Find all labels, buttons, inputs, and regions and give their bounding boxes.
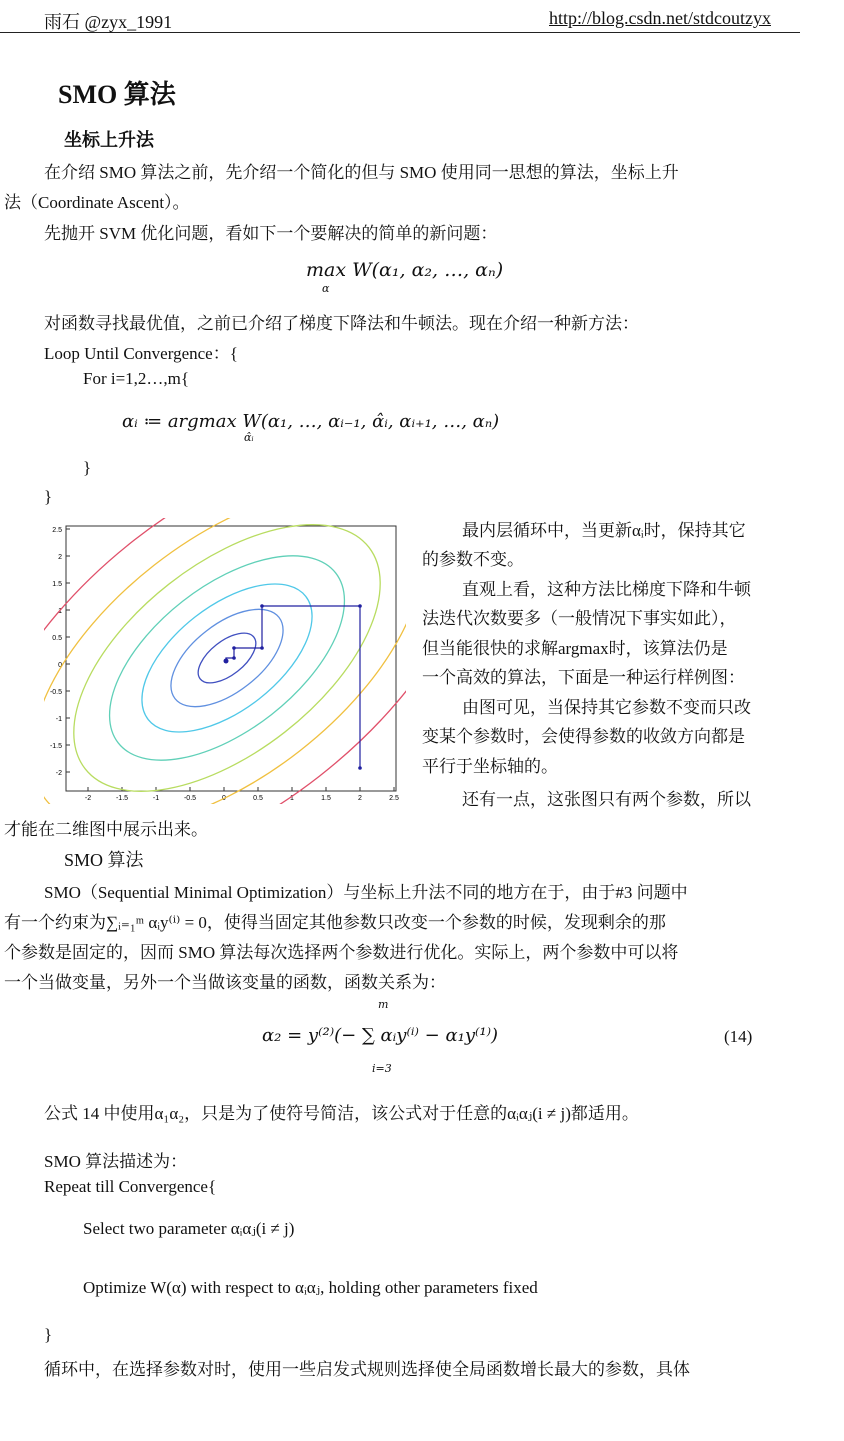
side-text-line: 的参数不变。 <box>422 550 524 569</box>
y-tick-label: -0.5 <box>49 689 62 696</box>
equation-argmax: αᵢ ≔ argmax W(α₁, …, αᵢ₋₁, α̂ᵢ, αᵢ₊₁, …, αₙ) <box>122 411 500 432</box>
side-text-line: 最内层循环中，当更新αᵢ时，保持其它 <box>462 521 746 540</box>
paragraph-line: 先抛开 SVM 优化问题，看如下一个要解决的简单的新问题： <box>44 224 498 243</box>
side-text-line: 但当能很快的求解argmax时，该算法仍是 <box>422 639 728 658</box>
paragraph-line: 循环中，在选择参数对时，使用一些启发式规则选择使全局函数增长最大的参数，具体 <box>44 1360 690 1379</box>
x-tick-label: 1 <box>290 795 294 802</box>
path-point <box>260 604 264 608</box>
y-tick-label: 2.5 <box>52 527 62 534</box>
y-tick-label: 1.5 <box>52 581 62 588</box>
y-tick-label: 0 <box>58 662 62 669</box>
page-title: SMO 算法 <box>58 80 176 109</box>
x-tick-label: -2 <box>84 795 92 802</box>
side-text-line: 法迭代次数要多（一般情况下事实如此）， <box>422 609 737 628</box>
side-text-line: 直观上看，这种方法比梯度下降和牛顿 <box>462 580 751 599</box>
x-tick-label: -1.5 <box>115 795 129 802</box>
paragraph-line: 个参数是固定的，因而 SMO 算法每次选择两个参数进行优化。实际上，两个参数中可以将 <box>4 943 679 962</box>
path-point <box>224 659 229 664</box>
side-text-line: 还有一点，这张图只有两个参数，所以 <box>462 790 751 809</box>
equation-alpha2: α₂ = y⁽²⁾(− ∑ αᵢy⁽ⁱ⁾ − α₁y⁽¹⁾) <box>262 1025 499 1046</box>
x-tick-label: 0 <box>222 795 226 802</box>
x-tick-label: 2 <box>358 795 362 802</box>
paragraph-line: 公式 14 中使用α₁α₂，只是为了使符号简洁，该公式对于任意的αᵢαⱼ(i ≠ j)都适用。 <box>44 1104 639 1123</box>
equation-subscript: α̂ᵢ <box>244 431 254 444</box>
section-heading-smo: SMO 算法 <box>64 850 144 870</box>
header-rule <box>0 32 800 33</box>
section-heading-coordinate-ascent: 坐标上升法 <box>64 130 154 150</box>
path-point <box>232 646 236 650</box>
y-tick-label: -2 <box>55 770 62 777</box>
algorithm-step: Select two parameter αᵢαⱼ(i ≠ j) <box>83 1219 295 1238</box>
paragraph-line: 有一个约束为∑ᵢ₌₁ᵐ αᵢy⁽ⁱ⁾ = 0，使得当固定其他参数只改变一个参数的时候，发现剩余的那 <box>4 913 666 932</box>
contour-plot-figure <box>44 518 406 804</box>
sum-upper-limit: m <box>378 998 389 1011</box>
paragraph-line: SMO（Sequential Minimal Optimization）与坐标上升法不同的地方在于，由于#3 问题中 <box>44 883 688 902</box>
repeat-start: Repeat till Convergence{ <box>44 1177 217 1196</box>
side-text-line: 平行于坐标轴的。 <box>422 757 558 776</box>
brace-close: } <box>83 458 92 477</box>
paragraph-line: 才能在二维图中展示出来。 <box>4 820 208 839</box>
path-point <box>260 646 264 650</box>
y-tick-label: -1 <box>55 716 62 723</box>
for-start: For i=1,2…,m{ <box>83 369 190 388</box>
path-point <box>358 604 362 608</box>
paragraph-line: 对函数寻找最优值，之前已介绍了梯度下降法和牛顿法。现在介绍一种新方法： <box>44 314 639 333</box>
paragraph-line: 在介绍 SMO 算法之前，先介绍一个简化的但与 SMO 使用同一思想的算法，坐标上升 <box>44 163 679 182</box>
y-tick-label: 1 <box>58 608 62 615</box>
algorithm-step: Optimize W(α) with respect to αᵢαⱼ, holding other parameters fixed <box>83 1278 538 1297</box>
path-point <box>358 766 362 770</box>
sum-lower-limit: i=3 <box>372 1062 392 1075</box>
y-tick-label: -1.5 <box>49 743 62 750</box>
x-tick-label: 0.5 <box>253 795 263 802</box>
paragraph-line: SMO 算法描述为： <box>44 1152 188 1171</box>
equation-max-w: max W(α₁, α₂, …, αₙ) <box>306 259 504 281</box>
y-tick-label: 0.5 <box>52 635 62 642</box>
x-tick-label: 1.5 <box>321 795 331 802</box>
path-point <box>232 656 236 660</box>
header-author: 雨石 @zyx_1991 <box>44 12 173 32</box>
header-url-link[interactable]: http://blog.csdn.net/stdcoutzyx <box>549 8 771 28</box>
loop-start: Loop Until Convergence：{ <box>44 344 238 363</box>
x-tick-label: 2.5 <box>389 795 399 802</box>
paragraph-line: 一个当做变量，另外一个当做该变量的函数，函数关系为： <box>4 973 446 992</box>
side-text-line: 一个高效的算法，下面是一种运行样例图： <box>422 668 745 687</box>
brace-close: } <box>44 487 53 506</box>
side-text-line: 变某个参数时，会使得参数的收敛方向都是 <box>422 727 745 746</box>
side-text-line: 由图可见，当保持其它参数不变而只改 <box>462 698 751 717</box>
x-tick-label: -1 <box>152 795 160 802</box>
y-tick-label: 2 <box>58 554 62 561</box>
brace-close: } <box>44 1325 53 1344</box>
x-tick-label: -0.5 <box>183 795 197 802</box>
paragraph-line: 法（Coordinate Ascent）。 <box>4 193 190 212</box>
equation-subscript: α <box>322 282 330 295</box>
equation-number: (14) <box>724 1027 753 1046</box>
